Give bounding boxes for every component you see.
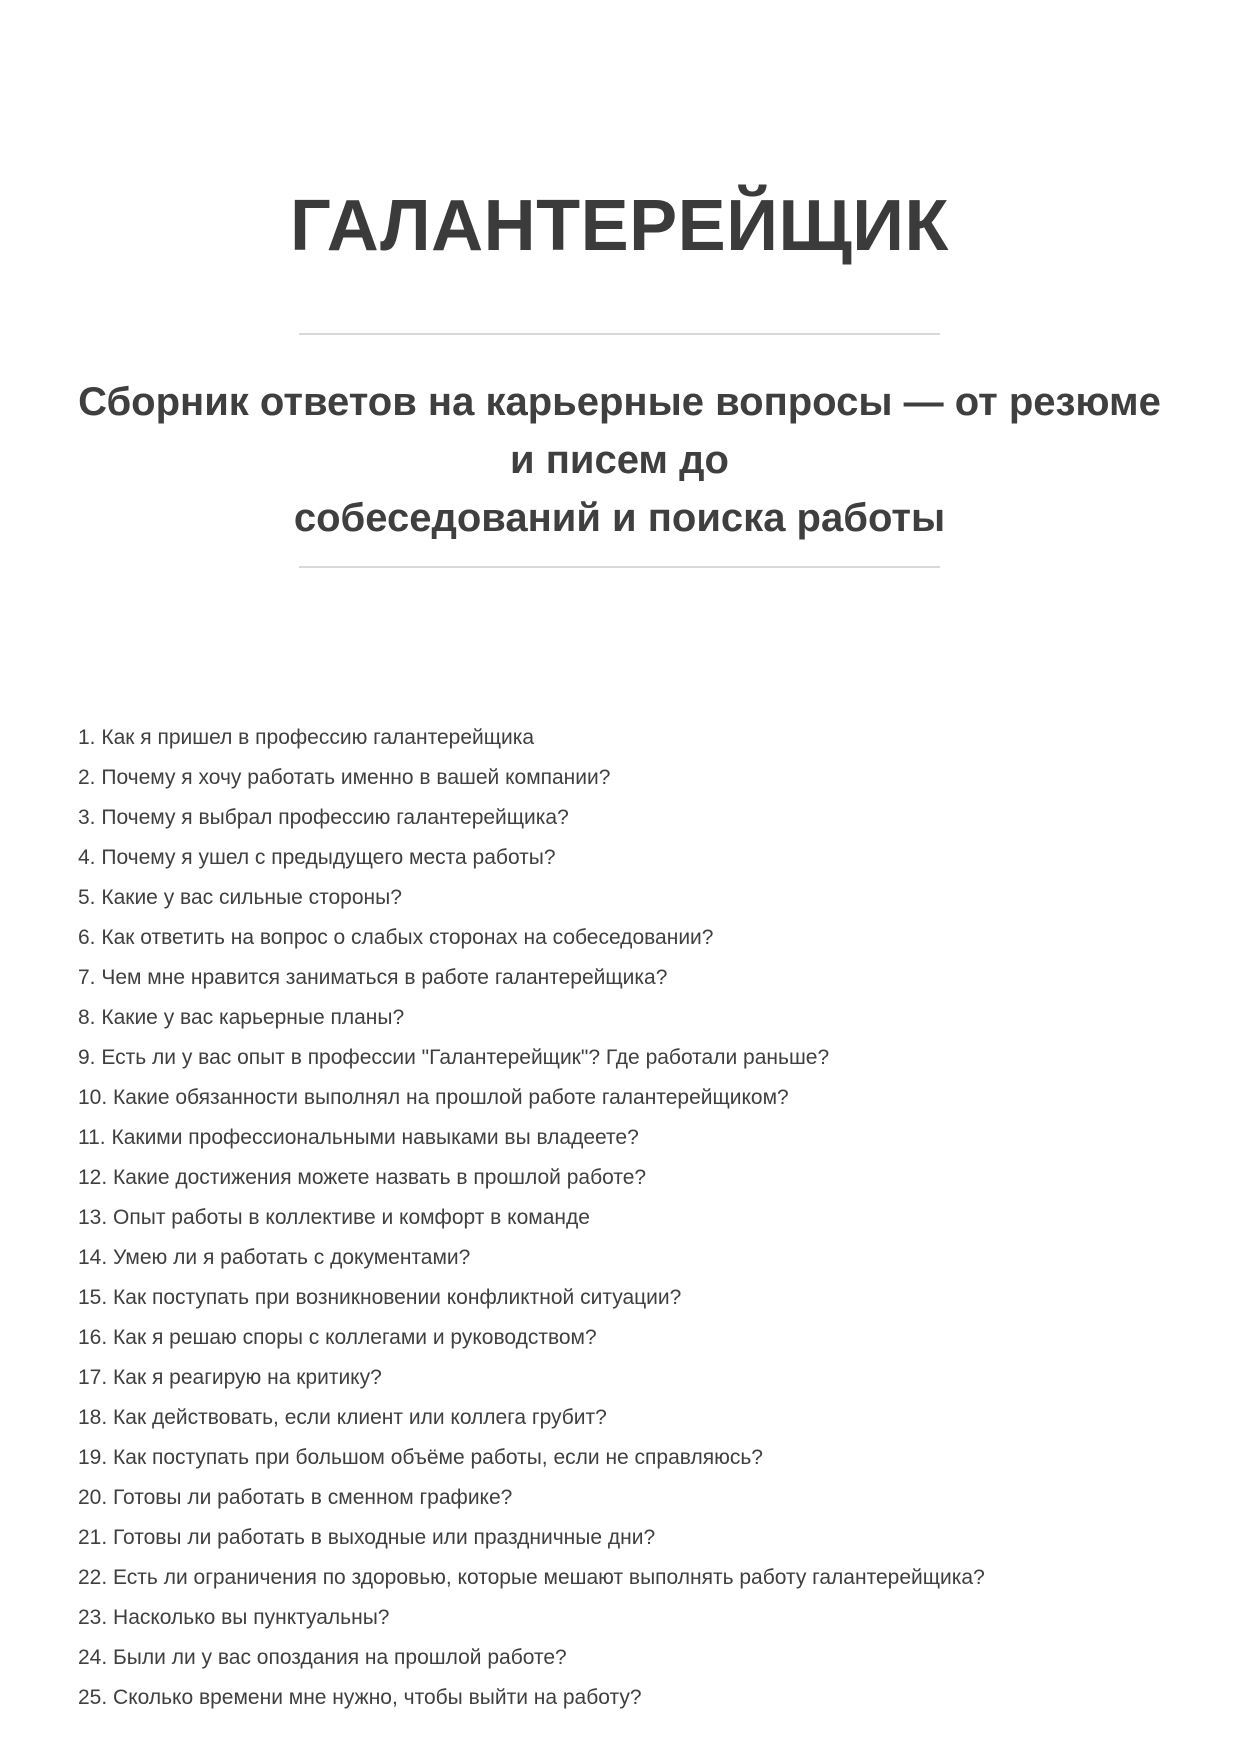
subtitle-line-2: собеседований и поиска работы — [293, 496, 946, 540]
question-item: 24. Были ли у вас опоздания на прошлой работе? — [78, 1646, 567, 1669]
question-item: 23. Насколько вы пунктуальны? — [78, 1606, 390, 1629]
divider-bottom — [299, 566, 940, 568]
question-item: 16. Как я решаю споры с коллегами и руководством? — [78, 1326, 597, 1349]
question-item: 7. Чем мне нравится заниматься в работе галантерейщика? — [78, 966, 668, 989]
question-item: 14. Умею ли я работать с документами? — [78, 1246, 471, 1269]
question-item: 22. Есть ли ограничения по здоровью, которые мешают выполнять работу галантерейщика? — [78, 1566, 985, 1589]
question-item: 13. Опыт работы в коллективе и комфорт в команде — [78, 1206, 590, 1229]
question-item: 12. Какие достижения можете назвать в прошлой работе? — [78, 1166, 647, 1189]
question-item: 19. Как поступать при большом объёме работы, если не справляюсь? — [78, 1446, 763, 1469]
question-item: 25. Сколько времени мне нужно, чтобы выйти на работу? — [78, 1686, 642, 1709]
page-title: ГАЛАНТЕРЕЙЩИК — [289, 186, 950, 266]
page-subtitle — [70, 373, 1170, 547]
question-item: 21. Готовы ли работать в выходные или праздничные дни? — [78, 1526, 656, 1549]
question-item: 6. Как ответить на вопрос о слабых сторонах на собеседовании? — [78, 926, 714, 949]
question-item: 4. Почему я ушел с предыдущего места работы? — [78, 846, 556, 869]
divider-top — [299, 333, 940, 335]
question-item: 5. Какие у вас сильные стороны? — [78, 886, 402, 909]
question-item: 10. Какие обязанности выполнял на прошлой работе галантерейщиком? — [78, 1086, 789, 1109]
question-item: 17. Как я реагирую на критику? — [78, 1366, 382, 1389]
question-item: 1. Как я пришел в профессию галантерейщика — [78, 726, 535, 749]
question-item: 2. Почему я хочу работать именно в вашей компании? — [78, 766, 611, 789]
question-list — [0, 718, 1239, 1718]
question-item: 9. Есть ли у вас опыт в профессии "Галантерейщик"? Где работали раньше? — [78, 1046, 830, 1069]
question-item: 15. Как поступать при возникновении конфликтной ситуации? — [78, 1286, 682, 1309]
question-item: 20. Готовы ли работать в сменном графике? — [78, 1486, 513, 1509]
subtitle-line-1: Сборник ответов на карьерные вопросы — от резюме и писем до — [78, 380, 1161, 482]
question-item: 11. Какими профессиональными навыками вы владеете? — [78, 1126, 639, 1149]
question-item: 3. Почему я выбрал профессию галантерейщика? — [78, 806, 569, 829]
question-item: 18. Как действовать, если клиент или коллега грубит? — [78, 1406, 607, 1429]
question-item: 8. Какие у вас карьерные планы? — [78, 1006, 405, 1029]
